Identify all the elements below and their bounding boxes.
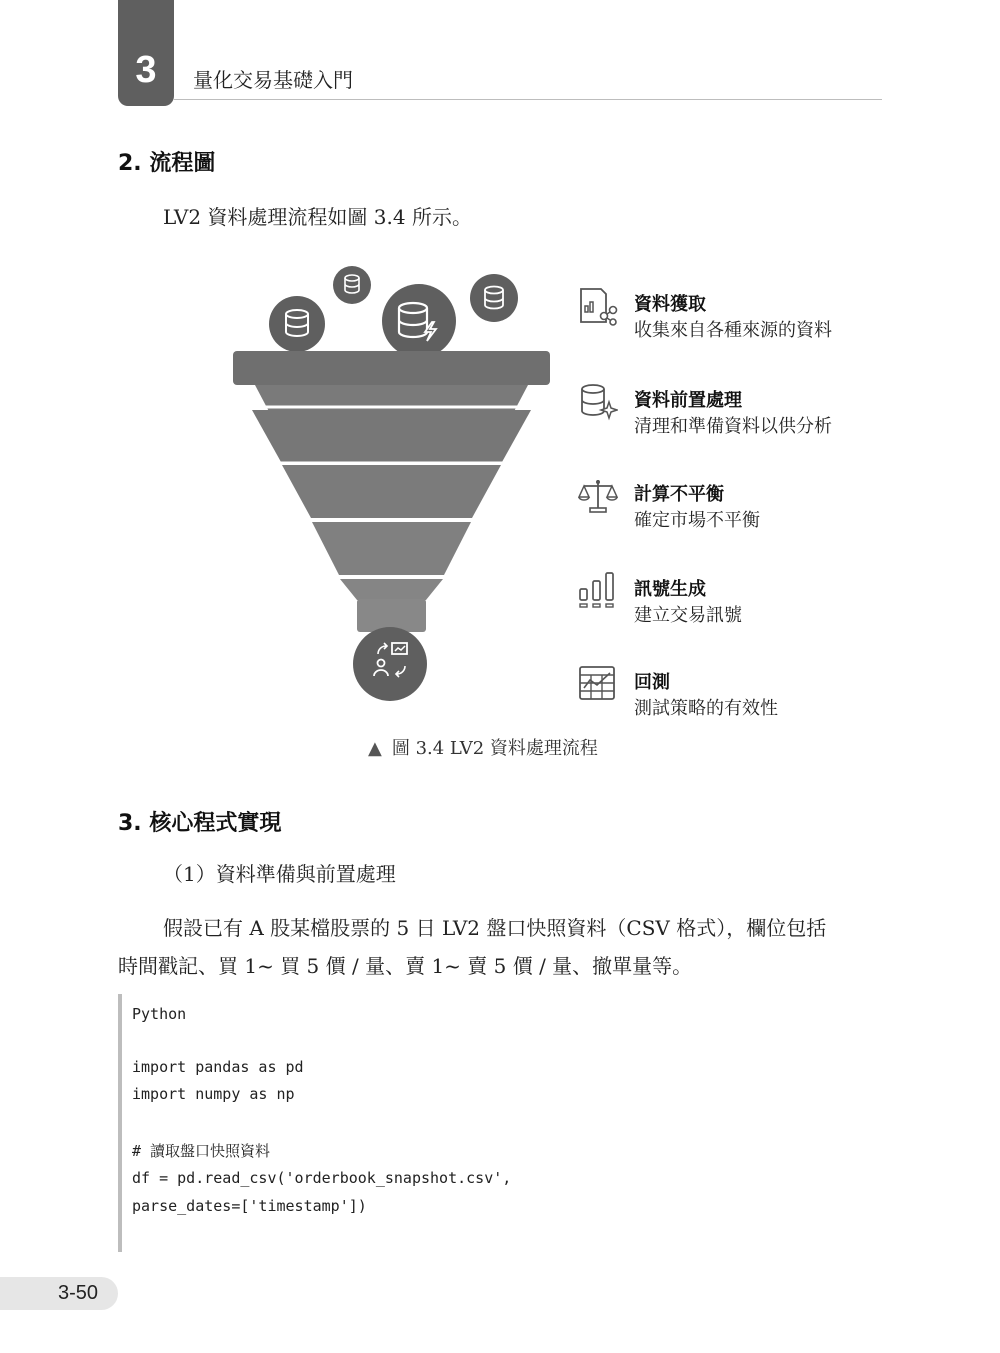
step-signal-generation <box>578 571 898 631</box>
running-title: 量化交易基礎入門 <box>193 68 353 92</box>
database-lightning-icon <box>382 284 456 358</box>
intro-paragraph: LV2 資料處理流程如圖 3.4 所示。 <box>163 205 472 229</box>
chapter-tab <box>118 0 174 106</box>
table-grid-icon <box>578 664 618 704</box>
code-line: import pandas as pd <box>132 1058 304 1076</box>
step-data-acquisition <box>578 286 898 346</box>
caption-triangle-icon: ▲ <box>368 738 382 759</box>
step-title: 訊號生成 <box>634 579 706 600</box>
step-imbalance <box>578 476 898 536</box>
step-description: 收集來自各種來源的資料 <box>634 320 832 341</box>
database-sparkle-icon <box>578 382 618 422</box>
section-heading-flowchart: 2. 流程圖 <box>118 151 216 176</box>
bar-signal-icon <box>578 571 618 611</box>
balance-scale-icon <box>578 476 618 516</box>
step-title: 資料獲取 <box>634 294 706 315</box>
header-divider <box>174 99 882 100</box>
data-analytics-icon <box>578 286 618 326</box>
step-description: 建立交易訊號 <box>634 605 742 626</box>
paragraph-line: 時間戳記、買 1~ 買 5 價 / 量、賣 1~ 賣 5 價 / 量、撤單量等。 <box>118 954 693 978</box>
code-line: parse_dates=['timestamp']) <box>132 1197 367 1215</box>
step-preprocessing <box>578 382 898 442</box>
step-description: 清理和準備資料以供分析 <box>634 416 832 437</box>
page-number: 3-50 <box>58 1282 99 1304</box>
step-title: 回測 <box>634 672 670 693</box>
funnel-body <box>233 351 550 632</box>
funnel-diagram <box>230 262 560 702</box>
chapter-number: 3 <box>135 49 157 91</box>
analysis-output-icon <box>353 627 427 701</box>
step-title: 計算不平衡 <box>634 484 724 505</box>
figure-caption <box>368 734 598 760</box>
paragraph-line: 假設已有 A 股某檔股票的 5 日 LV2 盤口快照資料（CSV 格式），欄位包括 <box>163 916 827 940</box>
database-icon <box>269 296 325 352</box>
code-block <box>118 994 882 1252</box>
caption-text: 圖 3.4 LV2 資料處理流程 <box>391 738 598 759</box>
database-small-icon <box>333 266 371 304</box>
section-heading-core-implementation: 3. 核心程式實現 <box>118 811 282 836</box>
subheading: （1）資料準備與前置處理 <box>163 862 396 886</box>
code-line: import numpy as np <box>132 1085 295 1103</box>
step-title: 資料前置處理 <box>634 390 742 411</box>
code-line: df = pd.read_csv('orderbook_snapshot.csv', <box>132 1169 512 1187</box>
code-language-label: Python <box>132 1005 187 1023</box>
step-backtesting <box>578 664 898 724</box>
code-comment: # 讀取盤口快照資料 <box>132 1142 271 1160</box>
database-right-icon <box>470 274 518 322</box>
step-description: 測試策略的有效性 <box>634 698 778 719</box>
step-description: 確定市場不平衡 <box>634 510 760 531</box>
